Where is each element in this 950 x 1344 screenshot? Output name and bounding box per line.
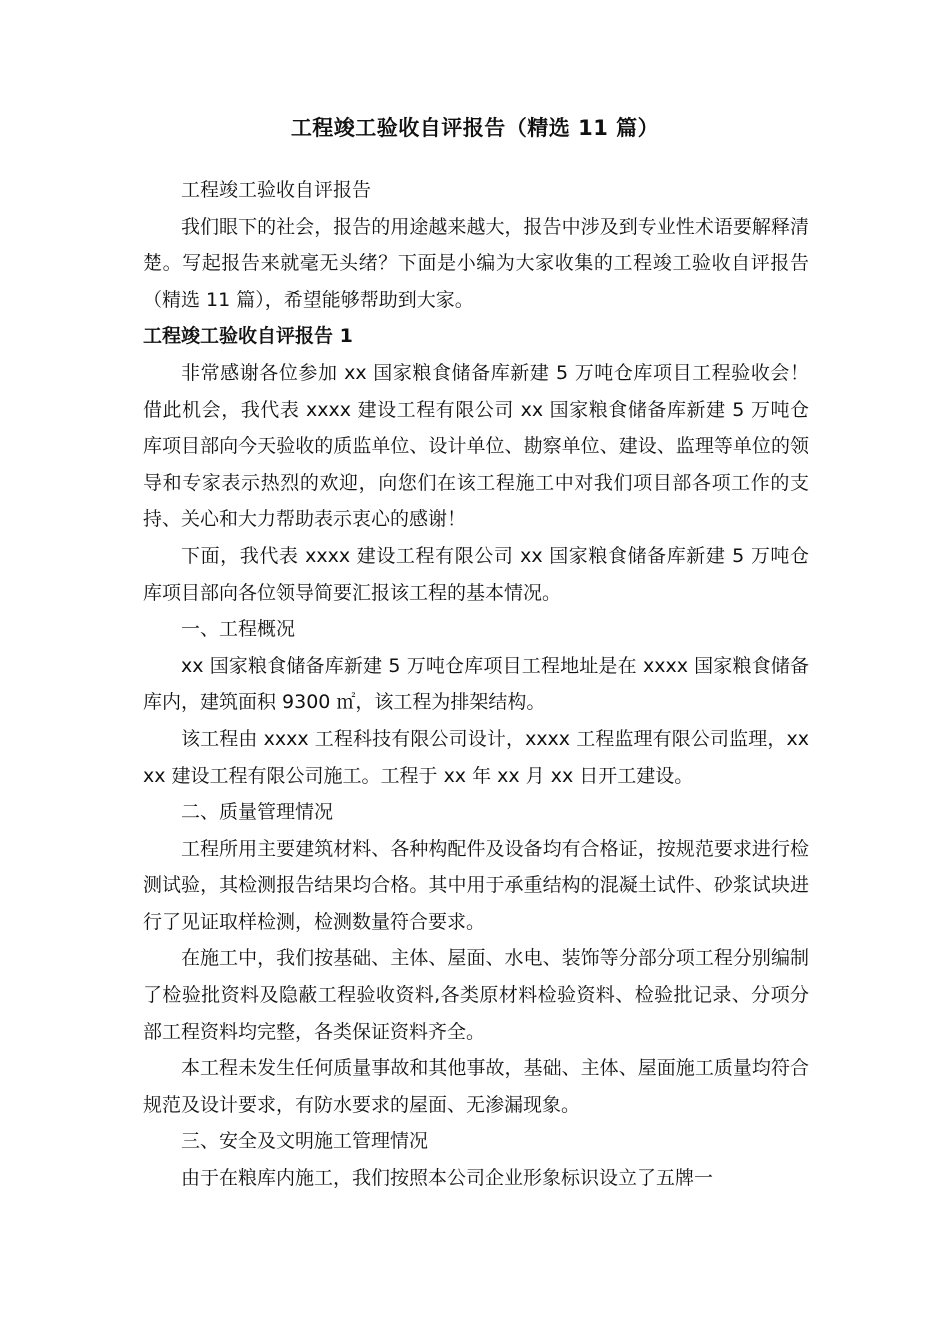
paragraph: 三、安全及文明施工管理情况 [181, 1130, 429, 1153]
paragraph: xx 国家粮食储备库新建 5 万吨仓库项目工程地址是在 xxxx 国家粮食储备库内，建筑面积 9300 ㎡，该工程为排架结构。 [143, 654, 809, 714]
paragraph: 非常感谢各位参加 xx 国家粮食储备库新建 5 万吨仓库项目工程验收会！借此机会，我代表 xxxx 建设工程有限公司 xx 国家粮食储备库新建 5 万吨仓库项目部向今天验收的质监单位、设计单位、勘察单位、建设、监理等单位的领导和专家表示热烈的欢迎，向您们在该工程施工中对我们项目部各项工作的支持、关心和大力帮助表示衷心的感谢！ [143, 361, 809, 531]
paragraph: 由于在粮库内施工，我们按照本公司企业形象标识设立了五牌一 [181, 1167, 714, 1190]
document-body [143, 172, 809, 1197]
paragraph: 二、质量管理情况 [181, 801, 334, 824]
paragraph: 工程竣工验收自评报告 [181, 179, 372, 201]
paragraph: 该工程由 xxxx 工程科技有限公司设计，xxxx 工程监理有限公司监理，xxxx 建设工程有限公司施工。工程于 xx 年 xx 月 xx 日开工建设。 [143, 727, 809, 787]
paragraph: 本工程未发生任何质量事故和其他事故，基础、主体、屋面施工质量均符合规范及设计要求，有防水要求的屋面、无渗漏现象。 [143, 1057, 809, 1116]
paragraph: 一、工程概况 [181, 618, 296, 641]
paragraph: 工程所用主要建筑材料、各种构配件及设备均有合格证，按规范要求进行检测试验，其检测报告结果均合格。其中用于承重结构的混凝土试件、砂浆试块进行了见证取样检测，检测数量符合要求。 [143, 837, 809, 933]
paragraph: 我们眼下的社会，报告的用途越来越大，报告中涉及到专业性术语要解释清楚。写起报告来就毫无头绪？下面是小编为大家收集的工程竣工验收自评报告（精选 11 篇），希望能够帮助到大家。 [143, 215, 809, 311]
paragraph: 在施工中，我们按基础、主体、屋面、水电、装饰等分部分项工程分别编制了检验批资料及隐蔽工程验收资料,各类原材料检验资料、检验批记录、分项分部工程资料均完整，各类保证资料齐全。 [143, 947, 809, 1043]
paragraph: 下面，我代表 xxxx 建设工程有限公司 xx 国家粮食储备库新建 5 万吨仓库项目部向各位领导简要汇报该工程的基本情况。 [143, 544, 809, 604]
section-heading: 工程竣工验收自评报告 1 [143, 325, 353, 348]
document-title: 工程竣工验收自评报告（精选 11 篇） [290, 116, 660, 140]
